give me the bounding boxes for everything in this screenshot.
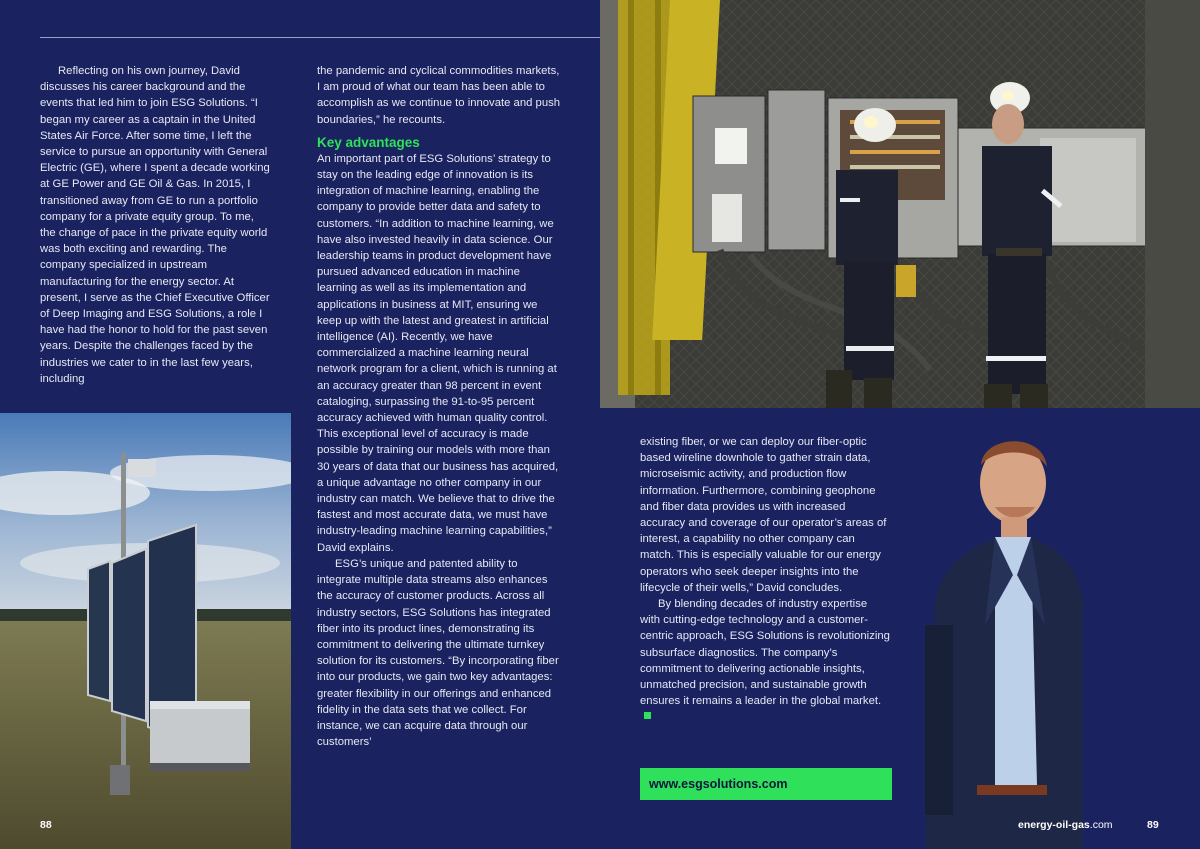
page-number-left: 88 xyxy=(40,819,52,831)
mine-workers-photo xyxy=(600,0,1200,408)
paragraph: ESG’s unique and patented ability to integrate multiple data streams also enhances the accuracy of customer products. Across all industry sectors, ESG Solutions has integrated fiber into its product lines, demonstrating its commitment to delivering the ultimate turnkey solution for its customers. “By incorporating fiber into our products, we gain two key advantages: greater flexibility in our offerings and enhanced fidelity in the data sets that we collect. For instance, we can acquire data through our customers’ xyxy=(317,557,559,749)
end-mark-icon xyxy=(644,712,651,719)
page-number-right: 89 xyxy=(1147,819,1159,831)
footer-site[interactable] xyxy=(1018,819,1113,831)
section-heading: Key advantages xyxy=(317,134,420,150)
website-link[interactable]: www.esgsolutions.com xyxy=(640,768,892,800)
article-column-3 xyxy=(640,434,890,726)
paragraph: existing fiber, or we can deploy our fiber-optic based wireline downhole to gather strain data, microseismic activity, and production flow information. Furthermore, combining geophone and fiber data provides us with increased accuracy and coverage of our operator’s areas of interest, a capability no other company can match. This is especially valuable for our energy operators who seek deeper insights into the lifecycle of their wells,” David concludes. xyxy=(640,436,887,594)
site-rest: .com xyxy=(1089,819,1113,831)
article-column-2 xyxy=(317,63,562,750)
closing-paragraph xyxy=(640,596,890,726)
article-column-1 xyxy=(40,63,272,387)
paragraph: Reflecting on his own journey, David discusses his career background and the events that led him to join ESG Solutions. “I began my career as a captain in the United States Air Force. After some time, I left the service to pursue an opportunity with General Electric (GE), where I spent a decade working at GE Power and GE Oil & Gas. In 2015, I transitioned away from GE to run a portfolio company for a private equity group. To me, the change of pace in the private equity world was both exciting and rewarding. The company specialized in upstream manufacturing for the energy sector. At present, I serve as the Chief Executive Officer of Deep Imaging and ESG Solutions, a role I have had the honor to hold for the past seven years. Despite the challenges faced by the industries we cater to in the last few years, including xyxy=(40,65,270,385)
site-bold: energy-oil-gas xyxy=(1018,819,1090,831)
solar-station-photo xyxy=(0,413,291,849)
paragraph: the pandemic and cyclical commodities markets, I am proud of what our team has been able to accomplish as we continue to innovate and push boundaries,” he recounts. xyxy=(317,65,561,126)
paragraph-text: By blending decades of industry expertise with cutting-edge technology and a customer-centric approach, ESG Solutions is revolutionizing subsurface diagnostics. The company’s commitment to delivering actionable insights, unmatched precision, and sustainable growth ensures it remains a leader in the global market. xyxy=(640,598,890,708)
paragraph: An important part of ESG Solutions’ strategy to stay on the leading edge of innovation is its integration of machine learning, enabling the company to provide better data and safety to customers. “In addition to machine learning, we have also invested heavily in data science. Our leadership teams in product development have pursued advanced education in machine learning as well as its implementation and applications in business at MIT, ensuring we keep up with the latest and greatest in artificial intelligence (AI). Recently, we have commercialized a machine learning neural network program for a client, which is running at an accuracy greater than 98 percent in event cataloging, surpassing the 91-to-95 percent accuracy achieved with human quality control. This exceptional level of accuracy is made possible by training our models with more than 30 years of data that our business has acquired, a unique advantage no other company in our industry can match. We believe that to drive the fastest and most accurate data, we must have industry-leading machine learning capabilities,” David explains. xyxy=(317,152,559,554)
ceo-portrait-photo xyxy=(925,425,1083,849)
